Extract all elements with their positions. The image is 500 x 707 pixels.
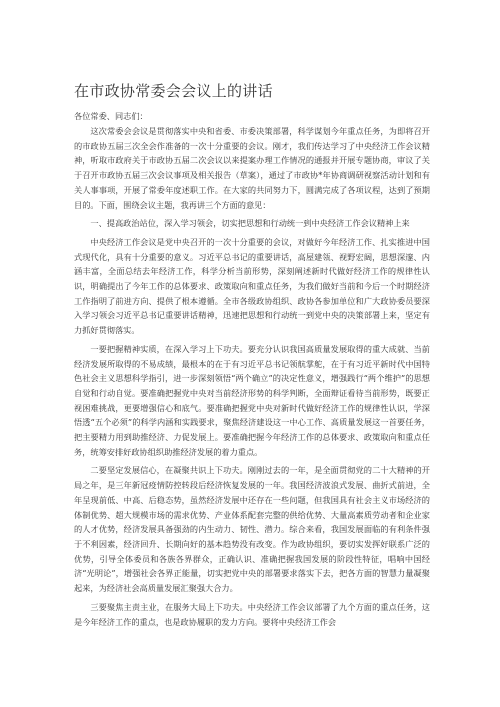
- paragraph-section-1: 中央经济工作会议是党中央召开的一次十分重要的会议，对做好今年经济工作、扎实推进中国式现代化，具有十分重要的意义。习近平总书记的重要讲话，高屋建瓴、视野宏阔，思想深邃、内涵丰富，全面总结去年经济工作，科学分析当前形势，深刻阐述新时代做好经济工作的规律性认识，明确提出了今年工作的总体要求、政策取向和重点任务，为我们做好当前和今后一个时期经济工作指明了前进方向、提供了根本遵循。全市各级政协组织、政协各参加单位和广大政协委员要深入学习领会习近平总书记重要讲话精神，迅速把思想和行动统一到党中央的决策部署上来，坚定有力抓好贯彻落实。: [74, 236, 430, 336]
- paragraph-point-2: 二要坚定发展信心，在凝聚共识上下功夫。刚刚过去的一年，是全面贯彻党的二十大精神的开局之年，是三年新冠疫情防控转段后经济恢复发展的一年。我国经济波浪式发展、曲折式前进，全年呈现前低、中高、后稳态势，虽然经济发展中还存在一些问题，但我国具有社会主义市场经济的体制优势、超大规模市场的需求优势、产业体系配套完整的供给优势、大量高素质劳动者和企业家的人才优势，经济发展具备强劲的内生动力、韧性、潜力。综合来看，我国发展面临的有利条件强于不利因素，经济回升、长期向好的基本趋势没有改变。作为政协组织，要切实发挥好联系广泛的优势，引导全体委员和各族各界群众，正确认识、准确把握我国发展的阶段性特征，唱响中国经济“光明论”，增强社会各界正能量，切实把党中央的部署要求落实下去，把各方面的智慧力量凝聚起来，为经济社会高质量发展汇聚强大合力。: [74, 465, 430, 594]
- paragraph-point-3: 三要聚焦主责主业，在服务大局上下功夫。中央经济工作会议部署了九个方面的重点任务，这是今年经济工作的重点，也是政协履职的发力方向。要将中央经济工作会: [74, 601, 430, 627]
- salutation: 各位常委、同志们：: [74, 111, 148, 121]
- document-title: 在市政协常委会会议上的讲话: [74, 82, 273, 100]
- document-body: [74, 124, 430, 633]
- section-heading-1: 一、提高政治站位，深入学习领会，切实把思想和行动统一到中央经济工作会议精神上来: [90, 218, 410, 229]
- paragraph-intro: 这次常委会会议是贯彻落实中央和省委、市委决策部署，科学谋划今年重点任务，为即将召开的市政协五届三次全会作准备的一次十分重要的会议。刚才，我们传达学习了中央经济工作会议精神，听取市政府关于市政协五届二次会议以来提案办理工作情况的通报并开展专题协商，审议了关于召开市政协五届三次会议事项及相关报告（草案），通过了市政协*年协商调研视察活动计划和有关人事事项，开展了常委年度述职工作。在大家的共同努力下，圆满完成了各项议程，达到了预期目的。下面，围绕会议主题，我再讲三个方面的意见：: [74, 126, 430, 210]
- paragraph-point-1: 一要把握精神实质，在深入学习上下功夫。要充分认识我国高质量发展取得的重大成就、当前经济发展所取得的不易成绩，最根本的在于有习近平总书记领航掌舵，在于有习近平新时代中国特色社会主义思想科学指引，进一步深刻领悟“两个确立”的决定性意义，增强践行“两个维护”的思想自觉和行动自觉。要准确把握党中央对当前经济形势的科学判断，全面辩证看待当前形势，既要正视困难挑战，更要增强信心和底气。要准确把握党中央对新时代做好经济工作的规律性认识，学深悟透“五个必须”的科学内涵和实践要求，聚焦经济建设这一中心工作、高质量发展这一首要任务，把主要精力用到助推经济、力促发展上。要准确把握今年经济工作的总体要求、政策取向和重点任务，统筹安排好政协组织助推经济发展的着力重点。: [74, 343, 430, 457]
